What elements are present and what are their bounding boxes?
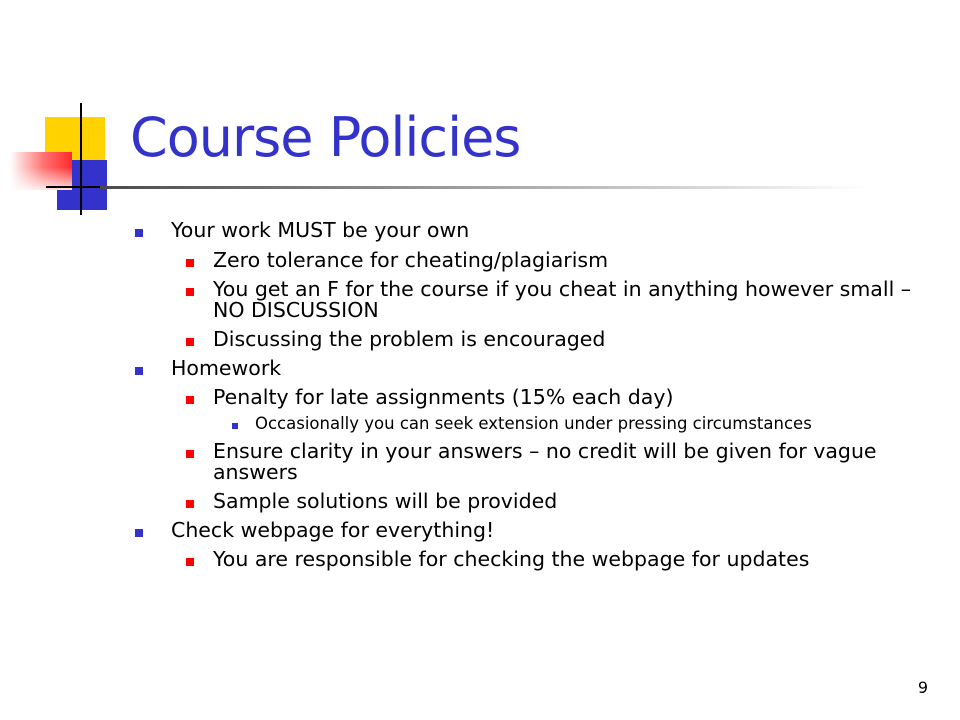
bullet-list <box>0 212 960 570</box>
bullet-item <box>0 517 911 542</box>
bullet-square-icon <box>186 259 194 267</box>
bullet-square-icon <box>232 423 238 429</box>
bullet-square-icon <box>135 367 143 375</box>
bullet-square-icon <box>186 396 194 404</box>
bullet-item <box>0 491 933 512</box>
bullet-text: You get an F for the course if you cheat in anything however small – NO DISCUSSION <box>213 277 912 322</box>
bullet-text: You are responsible for checking the webpage for updates <box>213 547 810 571</box>
bullet-text: Your work MUST be your own <box>171 218 470 242</box>
corner-decoration-red-fade <box>10 152 72 190</box>
bullet-square-icon <box>186 558 194 566</box>
bullet-item <box>0 247 933 272</box>
title-underline-rule <box>100 186 870 189</box>
bullet-square-icon <box>186 338 194 346</box>
bullet-text: Homework <box>171 355 282 380</box>
bullet-text: Occasionally you can seek extension under pressing circumstances <box>255 413 812 433</box>
bullet-text: Penalty for late assignments (15% each day) <box>213 385 674 409</box>
bullet-square-icon <box>186 500 194 508</box>
bullet-item <box>0 329 933 350</box>
page-number: 9 <box>917 678 928 697</box>
corner-decoration-vertical-line <box>80 103 82 215</box>
bullet-item <box>0 549 933 570</box>
bullet-square-icon <box>135 529 143 537</box>
bullet-text: Ensure clarity in your answers – no credit will be given for vague answers <box>213 439 877 484</box>
bullet-item <box>0 387 933 408</box>
bullet-text: Discussing the problem is encouraged <box>213 327 606 351</box>
bullet-item <box>0 413 835 433</box>
bullet-square-icon <box>186 450 194 458</box>
slide-title: Course Policies <box>130 106 521 169</box>
bullet-item <box>0 220 911 241</box>
bullet-text: Sample solutions will be provided <box>213 489 558 513</box>
bullet-item <box>0 279 933 320</box>
bullet-text: Zero tolerance for cheating/plagiarism <box>213 247 609 272</box>
bullet-item <box>0 355 911 380</box>
bullet-text: Check webpage for everything! <box>171 517 495 542</box>
bullet-item <box>0 441 933 482</box>
bullet-square-icon <box>135 229 143 237</box>
bullet-square-icon <box>186 288 194 296</box>
